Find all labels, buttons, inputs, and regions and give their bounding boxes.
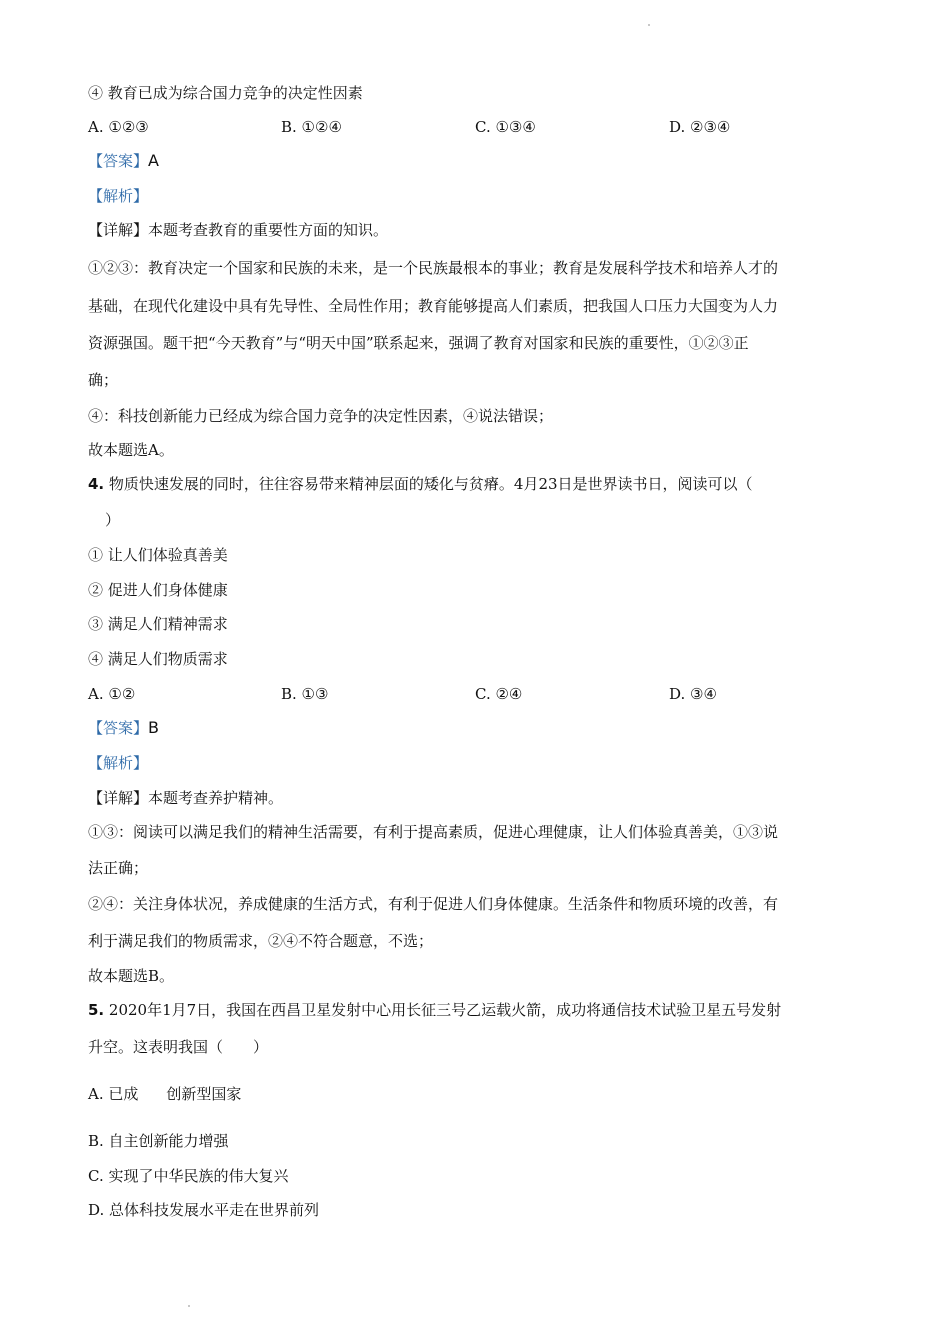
detail-text: 本题考查养护精神。 <box>148 789 284 807</box>
q5-option-b: B. 自主创新能力增强 <box>88 1132 229 1150</box>
q4-item-3: ③ 满足人们精神需求 <box>88 615 228 633</box>
answer-value: A <box>148 151 159 170</box>
q4-answer <box>88 718 159 738</box>
speck-bottom <box>188 1305 190 1307</box>
q4-detail <box>88 788 283 808</box>
q4-option-a: A. ①② <box>88 685 136 703</box>
q3-para1-line3: 资源强国。题干把“今天教育”与“明天中国”联系起来，强调了教育对国家和民族的重要性，①②③正 <box>88 334 749 352</box>
speck-top <box>648 24 650 26</box>
detail-tag: 【详解】 <box>88 789 149 807</box>
q3-option-b: B. ①②④ <box>281 118 342 136</box>
q3-detail <box>88 220 388 240</box>
q3-option-d: D. ②③④ <box>669 118 731 136</box>
q5-option-a-part1: A. 已成 <box>88 1085 139 1103</box>
q4-number: 4. <box>88 475 105 493</box>
detail-text: 本题考查教育的重要性方面的知识。 <box>148 221 389 239</box>
q5-stem-line2: 升空。这表明我国（ ） <box>88 1038 269 1056</box>
q5-option-d: D. 总体科技发展水平走在世界前列 <box>88 1201 320 1219</box>
q5-stem-text: 2020年1月7日，我国在西昌卫星发射中心用长征三号乙运载火箭，成功将通信技术试验卫星五号发射 <box>108 1001 782 1019</box>
q3-para1-line1: ①②③：教育决定一个国家和民族的未来，是一个民族最根本的事业；教育是发展科学技术和培养人才的 <box>88 259 779 277</box>
analysis-tag: 【解析】 <box>88 187 149 205</box>
q4-para1-line1: ①③：阅读可以满足我们的精神生活需要，有利于提高素质，促进心理健康，让人们体验真善美，①③说 <box>88 823 779 841</box>
q3-answer <box>88 151 159 171</box>
q3-para1-line2: 基础，在现代化建设中具有先导性、全局性作用；教育能够提高人们素质，把我国人口压力大国变为人力 <box>88 297 779 315</box>
q3-item-4: ④ 教育已成为综合国力竞争的决定性因素 <box>88 84 363 102</box>
analysis-tag: 【解析】 <box>88 754 149 772</box>
q4-option-d: D. ③④ <box>669 685 717 703</box>
q4-options <box>88 684 868 704</box>
q3-conclusion: 故本题选A。 <box>88 441 174 459</box>
answer-tag: 【答案】 <box>88 152 149 170</box>
q4-option-c: C. ②④ <box>475 685 523 703</box>
q3-para2: ④：科技创新能力已经成为综合国力竞争的决定性因素，④说法错误； <box>88 407 554 425</box>
q4-analysis <box>88 753 148 773</box>
q5-option-a-part2: 创新型国家 <box>166 1085 242 1103</box>
q4-stem-line2: ） <box>105 511 121 529</box>
q4-item-4: ④ 满足人们物质需求 <box>88 650 228 668</box>
q4-option-b: B. ①③ <box>281 685 329 703</box>
q3-option-c: C. ①③④ <box>475 118 536 136</box>
q4-stem-line1 <box>88 474 753 494</box>
q5-option-c: C. 实现了中华民族的伟大复兴 <box>88 1167 289 1185</box>
q4-item-2: ② 促进人们身体健康 <box>88 581 228 599</box>
q3-options <box>88 117 868 137</box>
q4-para2-line1: ②④：关注身体状况，养成健康的生活方式，有利于促进人们身体健康。生活条件和物质环境的改善，有 <box>88 895 779 913</box>
answer-value: B <box>148 718 159 737</box>
answer-tag: 【答案】 <box>88 719 149 737</box>
q4-para1-line2: 法正确； <box>88 859 149 877</box>
q5-number: 5. <box>88 1001 105 1019</box>
q4-stem-text: 物质快速发展的同时，往往容易带来精神层面的矮化与贫瘠。4月23日是世界读书日，阅读可以（ <box>108 475 753 493</box>
q3-analysis <box>88 186 148 206</box>
detail-tag: 【详解】 <box>88 221 149 239</box>
q5-stem-line1 <box>88 1000 781 1020</box>
q3-para1-line4: 确； <box>88 371 119 389</box>
q3-option-a: A. ①②③ <box>88 118 149 136</box>
q4-conclusion: 故本题选B。 <box>88 967 175 985</box>
q5-option-a <box>88 1084 241 1104</box>
q4-item-1: ① 让人们体验真善美 <box>88 546 228 564</box>
q4-para2-line2: 利于满足我们的物质需求，②④不符合题意，不选； <box>88 932 434 950</box>
